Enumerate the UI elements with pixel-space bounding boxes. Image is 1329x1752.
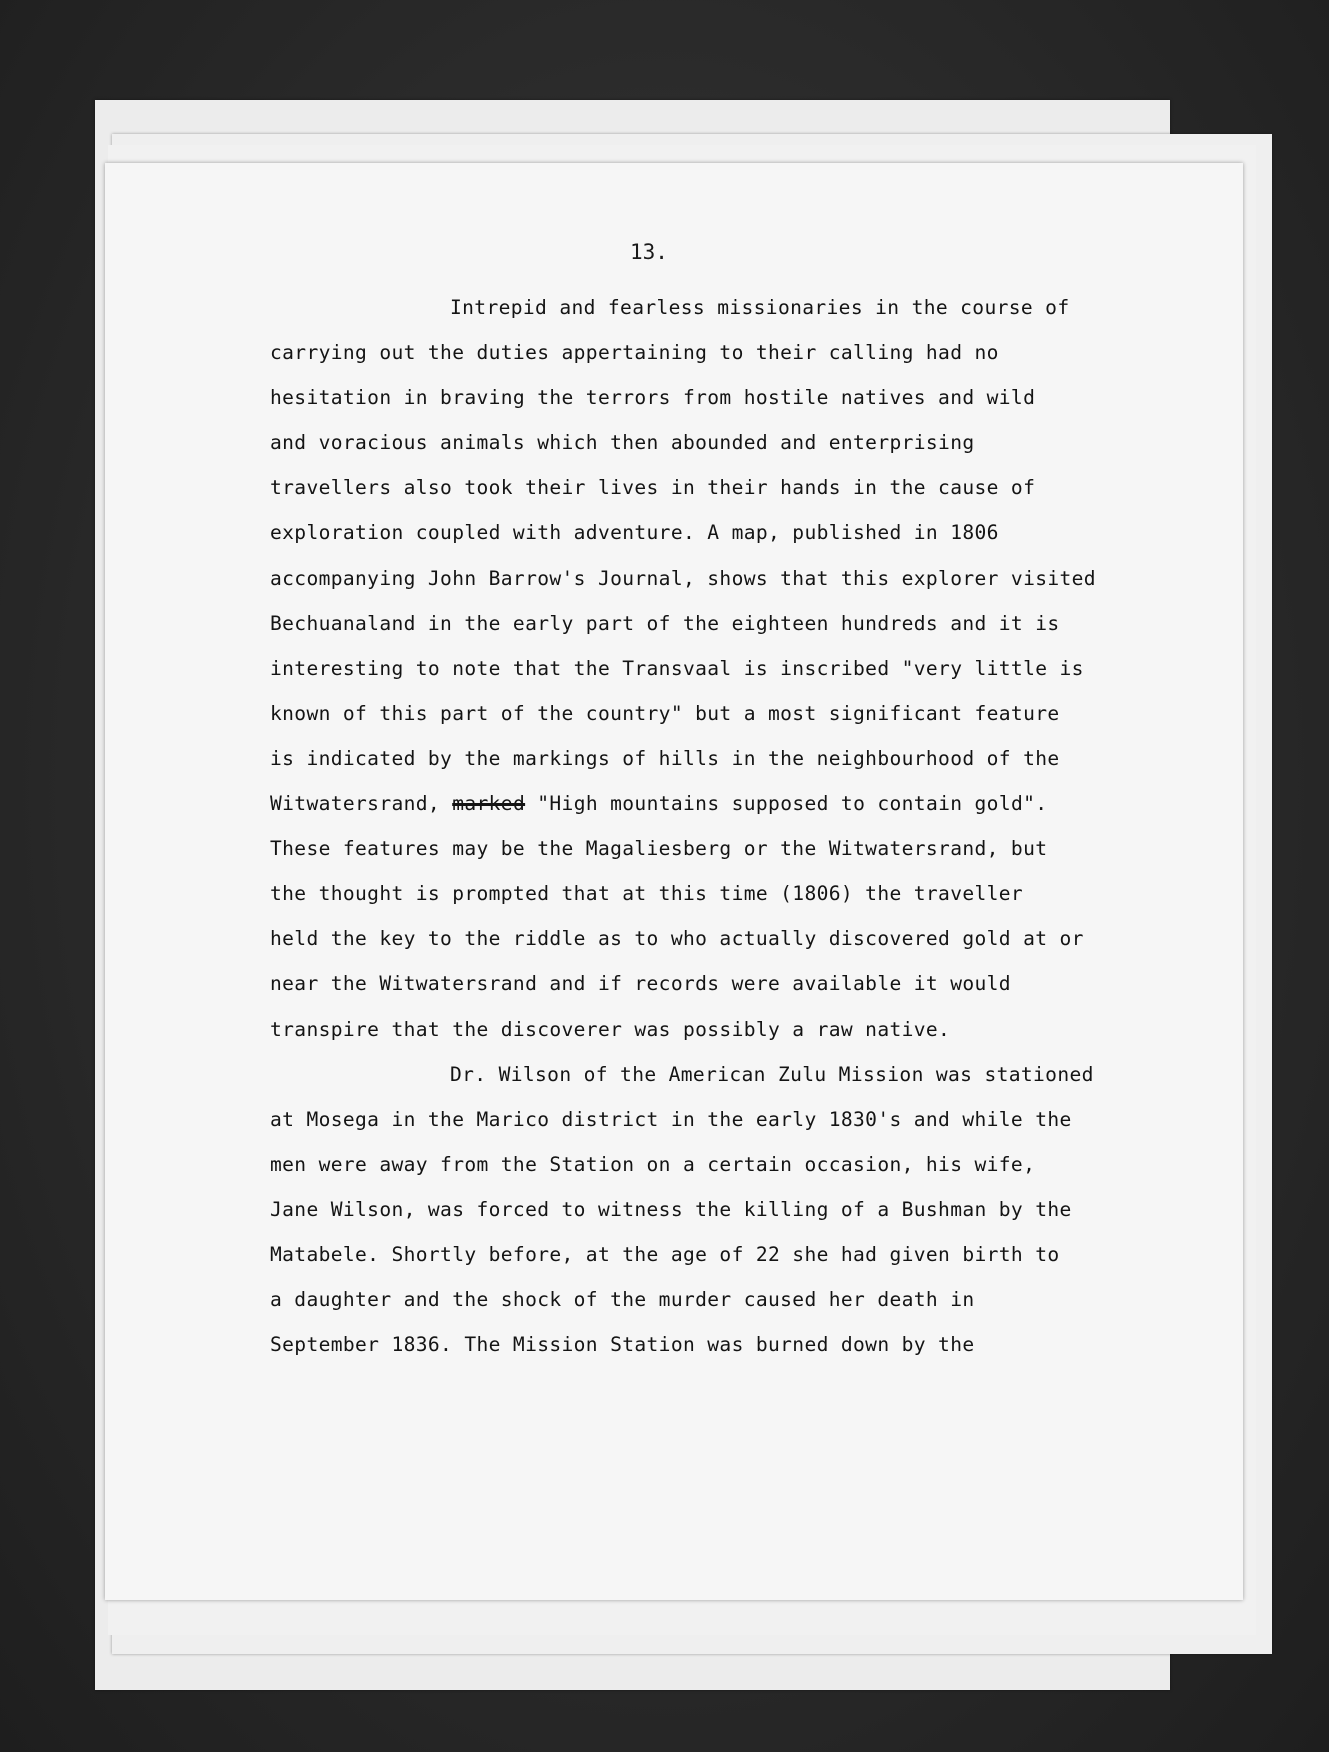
text-line: at Mosega in the Marico district in the early 1830's and while the [270, 1107, 1072, 1131]
text-line: travellers also took their lives in their hands in the cause of [270, 476, 1036, 500]
text-line: These features may be the Magaliesberg or the Witwatersrand, but [270, 837, 1048, 861]
text-line: and voracious animals which then abounded and enterprising [270, 431, 975, 455]
struck-word: marked [452, 792, 526, 816]
text-line: Bechuanaland in the early part of the eighteen hundreds and it is [270, 611, 1060, 635]
text-line: is indicated by the markings of hills in the neighbourhood of the [270, 746, 1060, 770]
text-line: the thought is prompted that at this time (1806) the traveller [270, 882, 1024, 906]
text-line: Jane Wilson, was forced to witness the killing of a Bushman by the [270, 1197, 1072, 1221]
text-line-with-strikeout [270, 781, 1230, 826]
typed-body [270, 285, 1230, 1367]
text-line: hesitation in braving the terrors from hostile natives and wild [270, 386, 1036, 410]
text-line: Intrepid and fearless missionaries in the course of [450, 296, 1070, 319]
text-line: near the Witwatersrand and if records were available it would [270, 972, 1011, 996]
text-line: exploration coupled with adventure. A map, published in 1806 [270, 521, 999, 545]
page-number: 13. [630, 240, 668, 264]
text-segment: Witwatersrand, [270, 792, 441, 816]
text-line: a daughter and the shock of the murder caused her death in [270, 1288, 975, 1312]
text-line: accompanying John Barrow's Journal, shows that this explorer visited [270, 566, 1096, 590]
text-line: known of this part of the country" but a most significant feature [270, 701, 1060, 725]
text-line: transpire that the discoverer was possibly a raw native. [270, 1017, 951, 1041]
text-line: Matabele. Shortly before, at the age of 22 she had given birth to [270, 1242, 1060, 1266]
text-segment: "High mountains supposed to contain gold". [537, 792, 1048, 816]
text-line: held the key to the riddle as to who actually discovered gold at or [270, 927, 1084, 951]
text-line: September 1836. The Mission Station was burned down by the [270, 1333, 975, 1357]
text-line: men were away from the Station on a certain occasion, his wife, [270, 1152, 1036, 1176]
text-line: Dr. Wilson of the American Zulu Mission was stationed [450, 1062, 1094, 1086]
text-line: carrying out the duties appertaining to their calling had no [270, 341, 999, 365]
text-line: interesting to note that the Transvaal is inscribed "very little is [270, 656, 1084, 680]
